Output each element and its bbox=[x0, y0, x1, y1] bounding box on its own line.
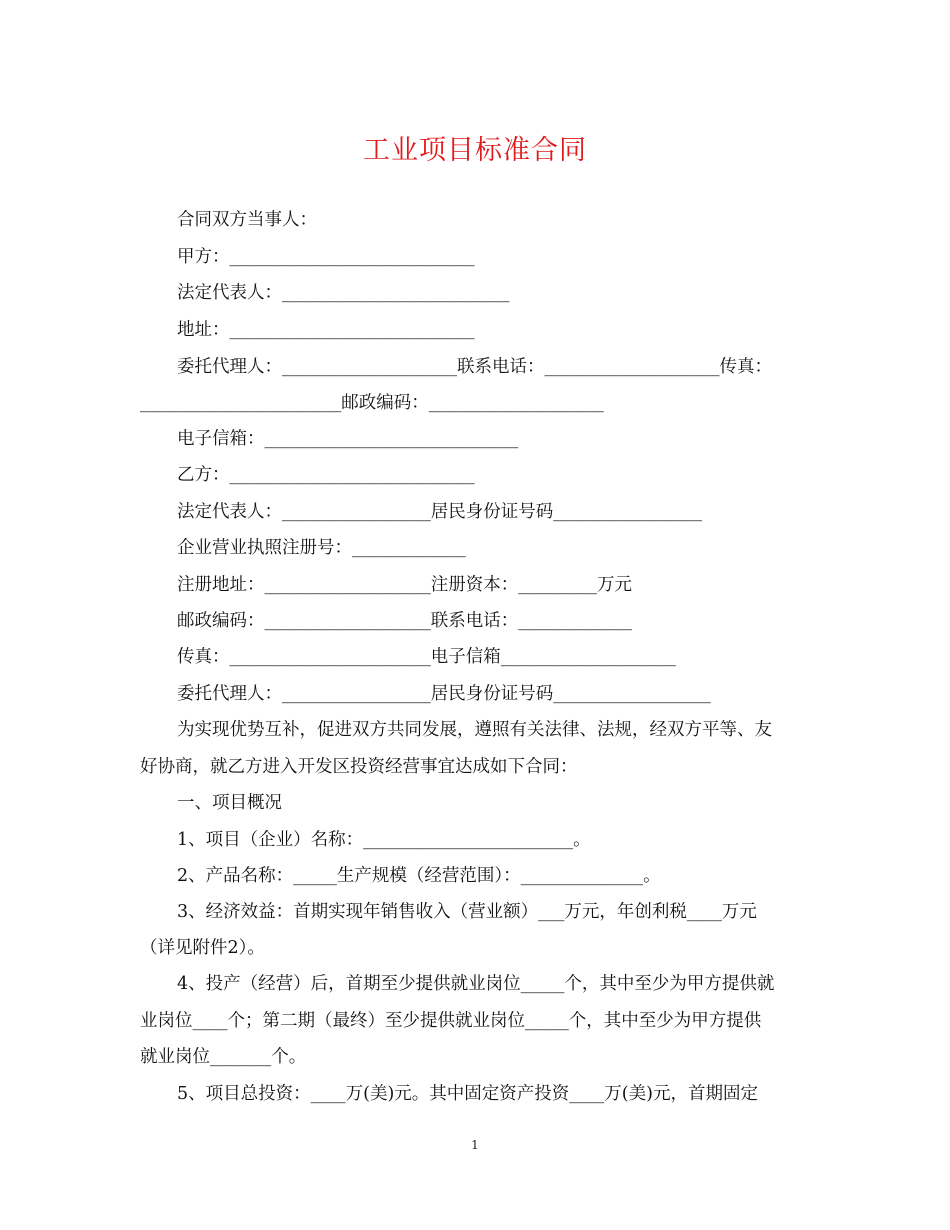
text-line: 业岗位____个；第二期（最终）至少提供就业岗位_____个，其中至少为甲方提供 bbox=[140, 1011, 762, 1031]
text-line: 委托代理人：____________________联系电话：____________________传真： bbox=[177, 357, 772, 377]
text-line: 乙方：____________________________ bbox=[177, 465, 475, 485]
document-title: 工业项目标准合同 bbox=[363, 135, 587, 166]
text-line: （详见附件2）。 bbox=[140, 938, 265, 958]
section-heading: 一、项目概况 bbox=[177, 793, 282, 813]
text-line: 委托代理人：_________________居民身份证号码__________________ bbox=[177, 684, 711, 704]
text-line: 传真：_______________________电子信箱____________________ bbox=[177, 647, 676, 667]
text-line: 就业岗位_______个。 bbox=[140, 1047, 307, 1067]
text-line: 法定代表人：_________________居民身份证号码_________________ bbox=[177, 502, 702, 522]
text-line: 甲方：____________________________ bbox=[177, 247, 475, 267]
text-line: 注册地址：___________________注册资本：_________万元 bbox=[177, 575, 632, 595]
text-line: 企业营业执照注册号：_____________ bbox=[177, 538, 466, 558]
text-line: 5、项目总投资：____万(美)元。其中固定资产投资____万(美)元，首期固定 bbox=[177, 1084, 758, 1104]
text-line: 4、投产（经营）后，首期至少提供就业岗位_____个，其中至少为甲方提供就 bbox=[177, 974, 775, 994]
text-line: 为实现优势互补，促进双方共同发展，遵照有关法律、法规，经双方平等、友 bbox=[177, 720, 772, 740]
text-line: 邮政编码：___________________联系电话：_____________ bbox=[177, 611, 632, 631]
text-line: 2、产品名称：_____生产规模（经营范围）：______________。 bbox=[177, 866, 661, 886]
text-line: 1、项目（企业）名称：________________________。 bbox=[177, 830, 591, 850]
text-line: 好协商，就乙方进入开发区投资经营事宜达成如下合同： bbox=[140, 757, 578, 777]
text-line: 3、经济效益：首期实现年销售收入（营业额）___万元，年创利税____万元 bbox=[177, 902, 757, 922]
text-line: 地址：____________________________ bbox=[177, 320, 475, 340]
text-line: 合同双方当事人： bbox=[177, 210, 317, 230]
text-line: _______________________邮政编码：____________________ bbox=[140, 393, 604, 413]
text-line: 法定代表人：__________________________ bbox=[177, 283, 510, 303]
text-line: 电子信箱：_____________________________ bbox=[177, 429, 519, 449]
page-number: 1 bbox=[471, 1138, 479, 1152]
